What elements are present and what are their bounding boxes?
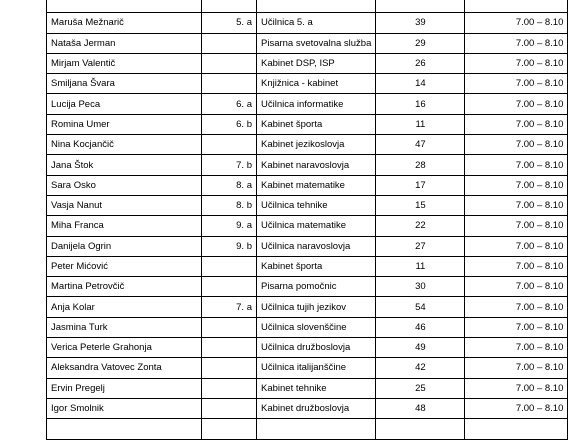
room-number-cell: [376, 419, 465, 439]
teacher-name-cell: Lucija Peca: [47, 94, 202, 114]
teacher-name-cell: Danijela Ogrin: [47, 236, 202, 256]
room-number-cell: 16: [376, 94, 465, 114]
room-cell: Kabinet športa: [257, 256, 376, 276]
time-cell: 7.00 – 8.10: [465, 297, 568, 317]
room-number-cell: 15: [376, 195, 465, 215]
room-number-cell: 30: [376, 277, 465, 297]
teacher-name-cell: Aleksandra Vatovec Zonta: [47, 358, 202, 378]
time-cell: 7.00 – 8.10: [465, 114, 568, 134]
teacher-name-cell: Martina Petrovčič: [47, 277, 202, 297]
time-cell: 7.00 – 8.10: [465, 398, 568, 418]
room-cell: Kabinet DSP, ISP: [257, 53, 376, 73]
table-row: [47, 195, 568, 215]
teacher-name-cell: Vasja Nanut: [47, 195, 202, 215]
teacher-name-cell: Nina Kocjančič: [47, 135, 202, 155]
class-cell: [202, 338, 257, 358]
room-cell: Kabinet jezikoslovja: [257, 135, 376, 155]
room-number-cell: [376, 0, 465, 13]
class-cell: [202, 358, 257, 378]
teacher-name-cell: Smiljana Švara: [47, 74, 202, 94]
table-row: [47, 317, 568, 337]
time-cell: 7.00 – 8.10: [465, 135, 568, 155]
table-row: [47, 135, 568, 155]
room-number-cell: 22: [376, 216, 465, 236]
time-cell: 7.00 – 8.10: [465, 216, 568, 236]
table-row: [47, 398, 568, 418]
table-row: [47, 256, 568, 276]
class-cell: [202, 398, 257, 418]
table-row: [47, 378, 568, 398]
class-cell: 7. b: [202, 155, 257, 175]
time-cell: 7.00 – 8.10: [465, 53, 568, 73]
teacher-name-cell: Verica Peterle Grahonja: [47, 338, 202, 358]
time-cell: 7.00 – 8.10: [465, 277, 568, 297]
class-cell: [202, 256, 257, 276]
time-cell: 7.00 – 8.10: [465, 13, 568, 33]
room-number-cell: 27: [376, 236, 465, 256]
room-number-cell: 17: [376, 175, 465, 195]
room-number-cell: 49: [376, 338, 465, 358]
class-cell: [202, 74, 257, 94]
room-cell: Učilnica matematike: [257, 216, 376, 236]
class-cell: [202, 419, 257, 439]
teacher-name-cell: Jana Štok: [47, 155, 202, 175]
table-row: [47, 419, 568, 439]
time-cell: 7.00 – 8.10: [465, 338, 568, 358]
time-cell: 7.00 – 8.10: [465, 94, 568, 114]
teacher-name-cell: Romina Umer: [47, 114, 202, 134]
teacher-name-cell: Mirjam Valentič: [47, 53, 202, 73]
time-cell: 7.00 – 8.10: [465, 74, 568, 94]
room-number-cell: 14: [376, 74, 465, 94]
table-row: [47, 277, 568, 297]
room-cell: [257, 419, 376, 439]
time-cell: 7.00 – 8.10: [465, 236, 568, 256]
class-cell: [202, 378, 257, 398]
class-cell: 8. b: [202, 195, 257, 215]
table-row: [47, 338, 568, 358]
table-row: [47, 236, 568, 256]
time-cell: 7.00 – 8.10: [465, 378, 568, 398]
teacher-name-cell: Igor Smolnik: [47, 398, 202, 418]
room-number-cell: 11: [376, 114, 465, 134]
room-number-cell: 46: [376, 317, 465, 337]
teacher-name-cell: Sara Osko: [47, 175, 202, 195]
room-number-cell: 42: [376, 358, 465, 378]
table-row: [47, 33, 568, 53]
time-cell: [465, 419, 568, 439]
room-cell: Učilnica italijanščine: [257, 358, 376, 378]
table-row: [47, 358, 568, 378]
room-cell: Kabinet tehnike: [257, 378, 376, 398]
room-cell: Kabinet matematike: [257, 175, 376, 195]
room-cell: Pisarna svetovalna služba: [257, 33, 376, 53]
room-cell: Učilnica tujih jezikov: [257, 297, 376, 317]
class-cell: 6. a: [202, 94, 257, 114]
time-cell: 7.00 – 8.10: [465, 175, 568, 195]
class-cell: [202, 53, 257, 73]
room-cell: Učilnica tehnike: [257, 195, 376, 215]
room-number-cell: 48: [376, 398, 465, 418]
time-cell: 7.00 – 8.10: [465, 317, 568, 337]
teacher-name-cell: Nataša Jerman: [47, 33, 202, 53]
room-cell: Učilnica 5. a: [257, 13, 376, 33]
room-number-cell: 26: [376, 53, 465, 73]
teacher-name-cell: [47, 0, 202, 13]
table-row: [47, 13, 568, 33]
table-row: [47, 155, 568, 175]
table-row: [47, 94, 568, 114]
class-cell: 9. b: [202, 236, 257, 256]
time-cell: [465, 0, 568, 13]
teacher-name-cell: Jasmina Turk: [47, 317, 202, 337]
class-cell: 9. a: [202, 216, 257, 236]
room-number-cell: 39: [376, 13, 465, 33]
time-cell: 7.00 – 8.10: [465, 33, 568, 53]
room-number-cell: 47: [376, 135, 465, 155]
time-cell: 7.00 – 8.10: [465, 155, 568, 175]
time-cell: 7.00 – 8.10: [465, 256, 568, 276]
class-cell: 7. a: [202, 297, 257, 317]
class-cell: 8. a: [202, 175, 257, 195]
schedule-table: [46, 0, 568, 440]
room-cell: Učilnica naravoslovja: [257, 236, 376, 256]
class-cell: 5. a: [202, 13, 257, 33]
room-cell: Kabinet družboslovja: [257, 398, 376, 418]
table-row: [47, 175, 568, 195]
class-cell: [202, 277, 257, 297]
table-row: [47, 216, 568, 236]
table-row: [47, 0, 568, 13]
class-cell: [202, 33, 257, 53]
class-cell: [202, 317, 257, 337]
room-cell: [257, 0, 376, 13]
room-number-cell: 25: [376, 378, 465, 398]
teacher-name-cell: Anja Kolar: [47, 297, 202, 317]
room-number-cell: 29: [376, 33, 465, 53]
room-cell: Kabinet naravoslovja: [257, 155, 376, 175]
room-cell: Učilnica informatike: [257, 94, 376, 114]
table-row: [47, 74, 568, 94]
teacher-name-cell: Ervin Pregelj: [47, 378, 202, 398]
schedule-table-body: [47, 0, 568, 439]
class-cell: [202, 135, 257, 155]
class-cell: [202, 0, 257, 13]
room-cell: Učilnica slovenščine: [257, 317, 376, 337]
teacher-name-cell: Miha Franca: [47, 216, 202, 236]
teacher-name-cell: Maruša Mežnarič: [47, 13, 202, 33]
room-number-cell: 11: [376, 256, 465, 276]
table-row: [47, 114, 568, 134]
teacher-name-cell: Peter Mićović: [47, 256, 202, 276]
time-cell: 7.00 – 8.10: [465, 358, 568, 378]
room-number-cell: 54: [376, 297, 465, 317]
room-cell: Kabinet športa: [257, 114, 376, 134]
room-number-cell: 28: [376, 155, 465, 175]
room-cell: Učilnica družboslovja: [257, 338, 376, 358]
table-row: [47, 53, 568, 73]
room-cell: Knjižnica - kabinet: [257, 74, 376, 94]
room-cell: Pisarna pomočnic: [257, 277, 376, 297]
teacher-name-cell: [47, 419, 202, 439]
class-cell: 6. b: [202, 114, 257, 134]
table-row: [47, 297, 568, 317]
time-cell: 7.00 – 8.10: [465, 195, 568, 215]
